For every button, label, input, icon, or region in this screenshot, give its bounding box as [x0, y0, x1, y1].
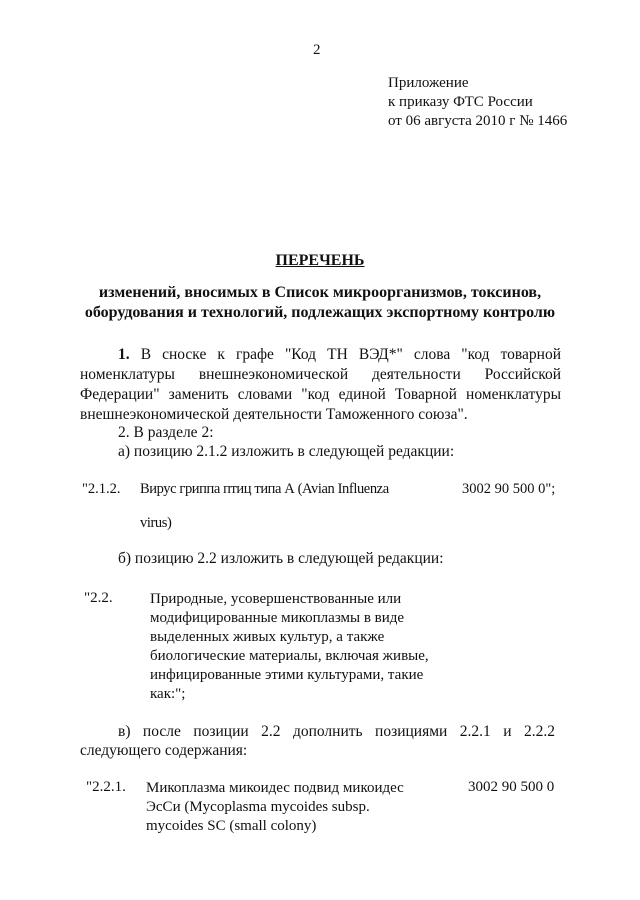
position-2-2-line: Природные, усовершенствованные или	[150, 591, 402, 607]
item-1-line-1	[118, 346, 561, 364]
document-title: ПЕРЕЧЕНЬ	[275, 252, 365, 269]
appendix-line-2: к приказу ФТС России	[388, 94, 533, 110]
subtitle-line-1: изменений, вносимых в Список микроорганизмов, токсинов,	[98, 284, 542, 301]
item-2-c-line-2: следующего содержания:	[80, 742, 248, 759]
position-2-2-line: выделенных живых культур, а также	[150, 629, 385, 645]
position-2-2-1-line: ЭсСи (Mycoplasma mycoides subsp.	[146, 799, 370, 815]
appendix-header	[388, 74, 567, 131]
position-2-1-2-code: 3002 90 500 0";	[462, 481, 556, 497]
position-2-1-2-text-2: virus)	[140, 515, 172, 531]
document-subtitle	[0, 283, 640, 323]
item-2-c-line-1: в) после позиции 2.2 дополнить позициями 2.2.1 и 2.2.2	[118, 723, 555, 740]
appendix-line-1: Приложение	[388, 75, 469, 91]
position-2-2-1-text	[146, 779, 404, 836]
position-2-2-line: инфицированные этими культурами, такие	[150, 667, 424, 683]
item-1-text-1: В сноске к графе "Код ТН ВЭД*" слова "код товарной	[140, 346, 562, 363]
position-2-2-1-line: mycoides SC (small colony)	[146, 818, 317, 834]
position-2-2-line: биологические материалы, включая живые,	[150, 648, 429, 664]
position-2-2-number: "2.2.	[84, 590, 113, 606]
position-2-1-2-number: "2.1.2.	[82, 481, 121, 497]
item-1-line-2: номенклатуры внешнеэкономической деятельности Российской	[80, 366, 561, 383]
item-2-heading: 2. В разделе 2:	[118, 424, 214, 441]
position-2-2-1-number: "2.2.1.	[86, 779, 126, 795]
position-2-2-line: как:";	[150, 686, 186, 702]
item-1-line-3: Федерации" заменить словами "код единой Товарной номенклатуры	[80, 386, 561, 403]
position-2-2-1-code: 3002 90 500 0	[468, 779, 555, 795]
page-number: 2	[313, 42, 321, 58]
position-2-1-2-text: Вирус гриппа птиц типа А (Avian Influenza	[140, 481, 389, 497]
appendix-line-3: от 06 августа 2010 г № 1466	[388, 113, 568, 129]
subtitle-line-2: оборудования и технологий, подлежащих экспортному контролю	[84, 304, 556, 321]
position-2-2-1-line: Микоплазма микоидес подвид микоидес	[146, 780, 404, 796]
position-2-2-line: модифицированные микоплазмы в виде	[150, 610, 405, 626]
item-1-number: 1.	[118, 346, 130, 363]
position-2-2-text	[150, 590, 429, 704]
item-2-a: а) позицию 2.1.2 изложить в следующей редакции:	[118, 443, 455, 460]
item-2-b: б) позицию 2.2 изложить в следующей редакции:	[118, 550, 444, 567]
item-1-line-4: внешнеэкономической деятельности Таможенного союза".	[80, 406, 468, 423]
